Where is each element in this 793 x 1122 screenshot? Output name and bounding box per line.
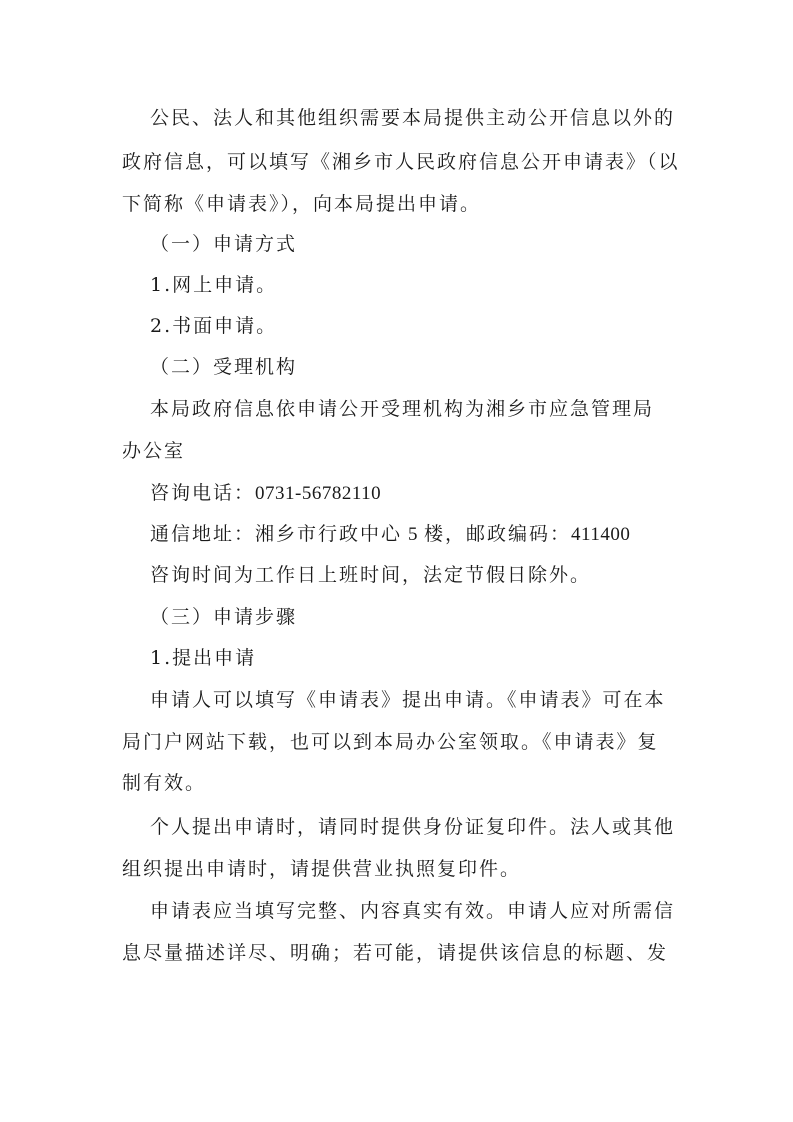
paragraph-line: 个人提出申请时，请同时提供身份证复印件。法人或其他 [150, 816, 676, 838]
contact-phone-number: 0731-56782110 [255, 483, 382, 504]
paragraph-line: 组织提出申请时，请提供营业执照复印件。 [122, 858, 522, 880]
paragraph-line: 政府信息，可以填写《湘乡市人民政府信息公开申请表》（以 [122, 151, 680, 173]
floor-number: 5 [408, 524, 419, 545]
paragraph-line: 咨询时间为工作日上班时间，法定节假日除外。 [150, 564, 592, 586]
section-heading-receiving-agency: （二）受理机构 [150, 356, 298, 378]
paragraph-line: 息尽量描述详尽、明确；若可能，请提供该信息的标题、发 [122, 942, 669, 964]
list-item: 1.网上申请。 [150, 274, 278, 296]
paragraph-line: 申请人可以填写《申请表》提出申请。《申请表》可在本 [150, 689, 666, 711]
contact-phone-label: 咨询电话： [150, 482, 256, 504]
postal-code: 411400 [571, 524, 631, 545]
paragraph-line: 本局政府信息依申请公开受理机构为湘乡市应急管理局 [150, 398, 655, 420]
list-item: 1.提出申请 [150, 647, 257, 669]
paragraph-line: 局门户网站下载，也可以到本局办公室领取。《申请表》复 [122, 731, 659, 753]
mailing-address-label: 通信地址：湘乡市行政中心 [150, 523, 403, 545]
paragraph-line: 申请表应当填写完整、内容真实有效。申请人应对所需信 [150, 900, 676, 922]
contact-phone [150, 481, 381, 506]
paragraph-line: 下简称《申请表》），向本局提出申请。 [122, 193, 482, 215]
section-heading-application-method: （一）申请方式 [150, 233, 298, 255]
mailing-address [150, 522, 630, 547]
paragraph-line: 办公室 [122, 440, 186, 462]
list-item: 2.书面申请。 [150, 315, 278, 337]
paragraph-line: 公民、法人和其他组织需要本局提供主动公开信息以外的 [150, 107, 676, 129]
paragraph-line: 制有效。 [122, 772, 207, 794]
postal-code-label: 楼，邮政编码： [424, 523, 572, 545]
section-heading-application-steps: （三）申请步骤 [150, 606, 298, 628]
